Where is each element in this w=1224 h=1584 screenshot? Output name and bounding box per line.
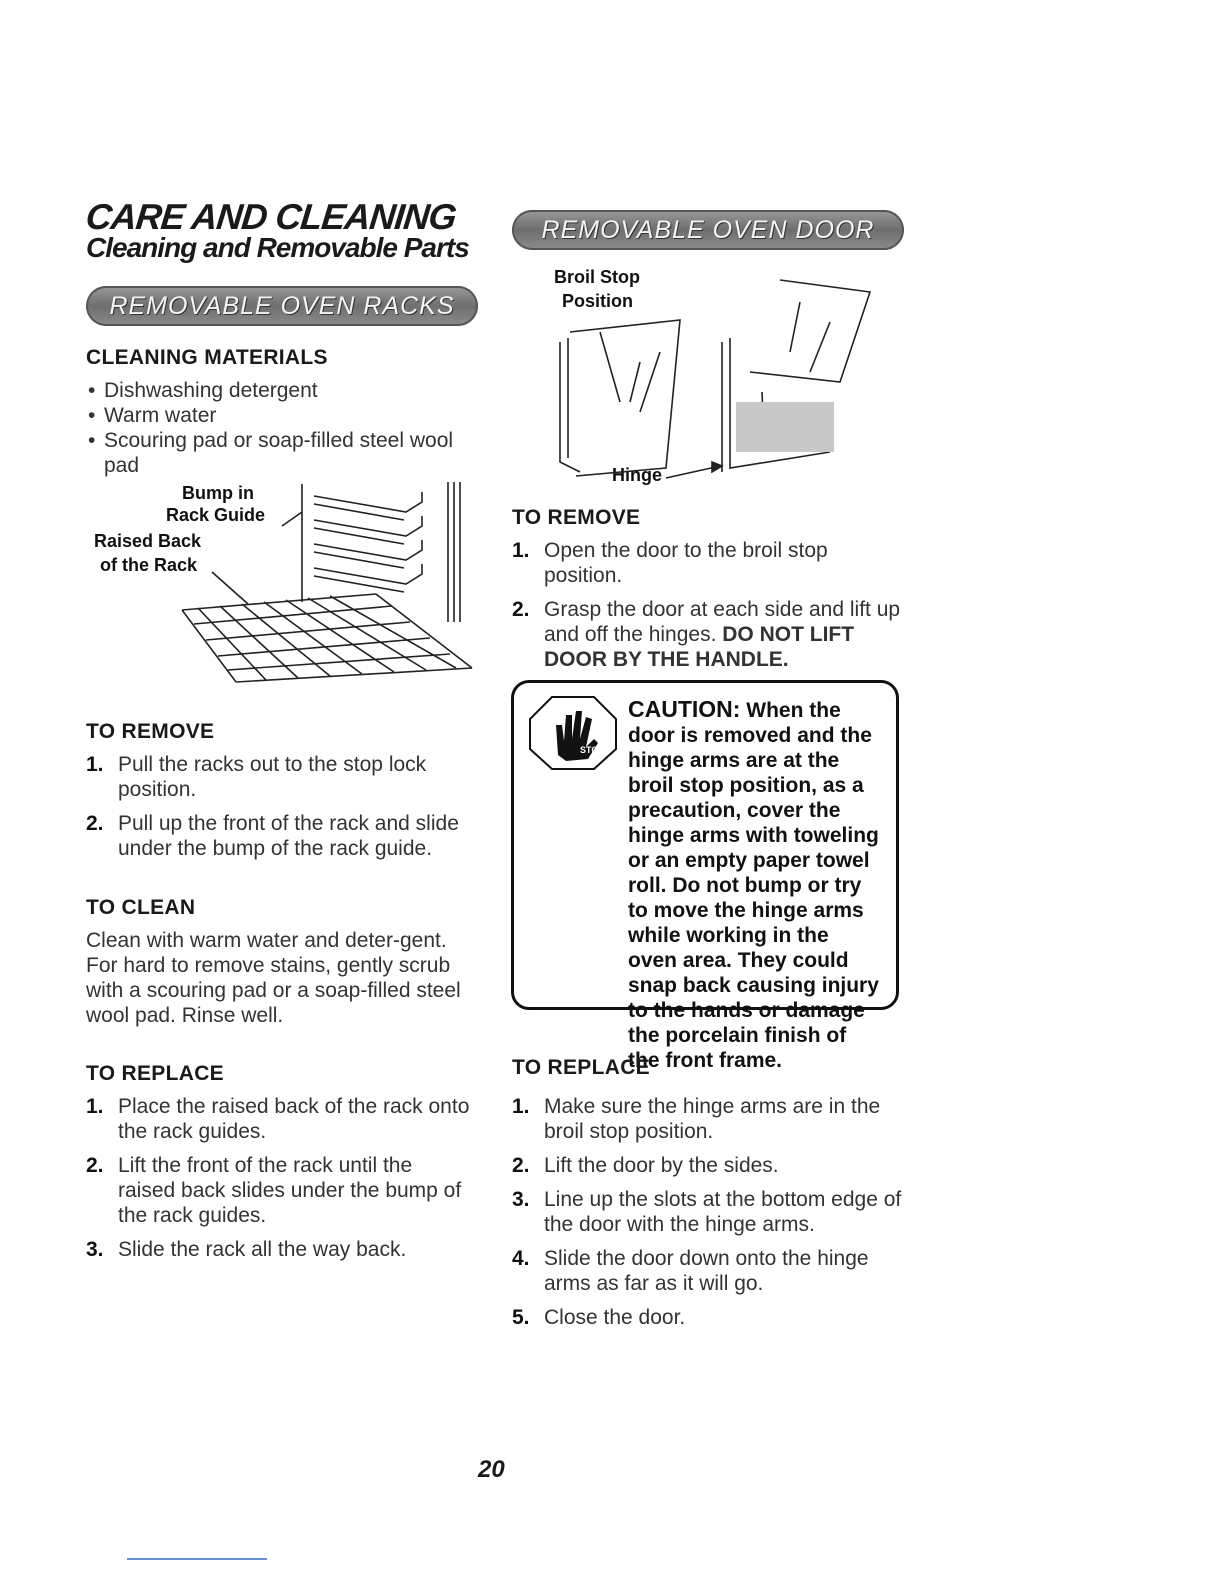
racks-replace-heading: TO REPLACE xyxy=(86,1062,224,1085)
list-item: 5. Close the door. xyxy=(512,1306,686,1329)
section-banner-racks: REMOVABLE OVEN RACKS xyxy=(86,286,478,326)
door-replace-heading: TO REPLACE xyxy=(512,1056,650,1079)
list-item: 1. Open the door to the broil stop position. xyxy=(512,539,828,587)
rack-diagram xyxy=(86,482,476,692)
list-item: 2. Lift the front of the rack until the raised back slides under the bump of the rack guides. xyxy=(86,1154,462,1227)
materials-heading: CLEANING MATERIALS xyxy=(86,346,328,369)
list-item: 4. Slide the door down onto the hinge arms as far as it will go. xyxy=(512,1247,869,1295)
svg-text:STOP!: STOP! xyxy=(580,745,608,755)
racks-clean-heading: TO CLEAN xyxy=(86,896,196,919)
diagram-label-raised: Raised Back xyxy=(94,531,202,551)
page-number: 20 xyxy=(478,1456,505,1483)
list-item: 1. Place the raised back of the rack onto the rack guides. xyxy=(86,1095,470,1143)
section-banner-door: REMOVABLE OVEN DOOR xyxy=(512,210,904,250)
door-remove-steps xyxy=(512,538,902,681)
list-item: 1. Pull the racks out to the stop lock position. xyxy=(86,753,427,801)
diagram-label-broil: Broil Stop xyxy=(554,267,640,287)
list-item: 3. Line up the slots at the bottom edge of the door with the hinge arms. xyxy=(512,1188,902,1236)
list-item: 2. Grasp the door at each side and lift up and off the hinges. DO NOT LIFT DOOR BY THE HANDLE. xyxy=(512,598,901,671)
racks-remove-steps xyxy=(86,752,470,870)
diagram-label-position: Position xyxy=(562,291,633,311)
list-item: 2. Lift the door by the sides. xyxy=(512,1154,779,1177)
page-subtitle: Cleaning and Removable Parts xyxy=(86,232,469,263)
caution-label: CAUTION: xyxy=(628,696,741,722)
racks-clean-text: Clean with warm water and deter-gent. For hard to remove stains, gently scrub with a scouring pad or a soap-filled steel wool pad. Rinse well. xyxy=(86,929,461,1027)
list-item: • Warm water xyxy=(86,403,466,428)
list-item: • Dishwashing detergent xyxy=(86,378,466,403)
door-remove-heading: TO REMOVE xyxy=(512,506,641,529)
page-title: CARE AND CLEANING xyxy=(83,196,458,237)
warning-emphasis: DO NOT LIFT DOOR BY THE HANDLE. xyxy=(544,623,855,671)
diagram-label-guide: Rack Guide xyxy=(166,505,266,525)
racks-replace-steps xyxy=(86,1094,470,1271)
list-item: 3. Slide the rack all the way back. xyxy=(86,1238,407,1261)
diagram-label-hinge: Hinge xyxy=(612,465,663,485)
list-item: • Scouring pad or soap-filled steel wool pad xyxy=(86,428,466,478)
bottom-rule xyxy=(127,1558,267,1560)
caution-text: CAUTION: When the door is removed and the hinge arms are at the broil stop position, as a precaution, cover the hinge arms with toweling or an empty paper towel roll. Do not bump or try to move the hinge arms while working in the oven area. They could snap back causing injury to the hands or damage the porcelain finish of the front frame. xyxy=(628,696,879,1072)
diagram-label-rack: of the Rack xyxy=(100,555,198,575)
door-removal-illustration xyxy=(540,262,890,494)
diagram-label-bump: Bump in xyxy=(182,483,254,503)
list-item: 2. Pull up the front of the rack and slide under the bump of the rack guide. xyxy=(86,812,459,860)
stop-hand-icon xyxy=(528,695,618,771)
door-replace-steps xyxy=(512,1094,904,1339)
materials-list xyxy=(86,378,466,478)
racks-remove-heading: TO REMOVE xyxy=(86,720,215,743)
door-diagram xyxy=(540,262,890,494)
list-item: 1. Make sure the hinge arms are in the broil stop position. xyxy=(512,1095,881,1143)
oven-rack-illustration xyxy=(86,482,476,692)
oven-interior-shading xyxy=(736,402,834,452)
